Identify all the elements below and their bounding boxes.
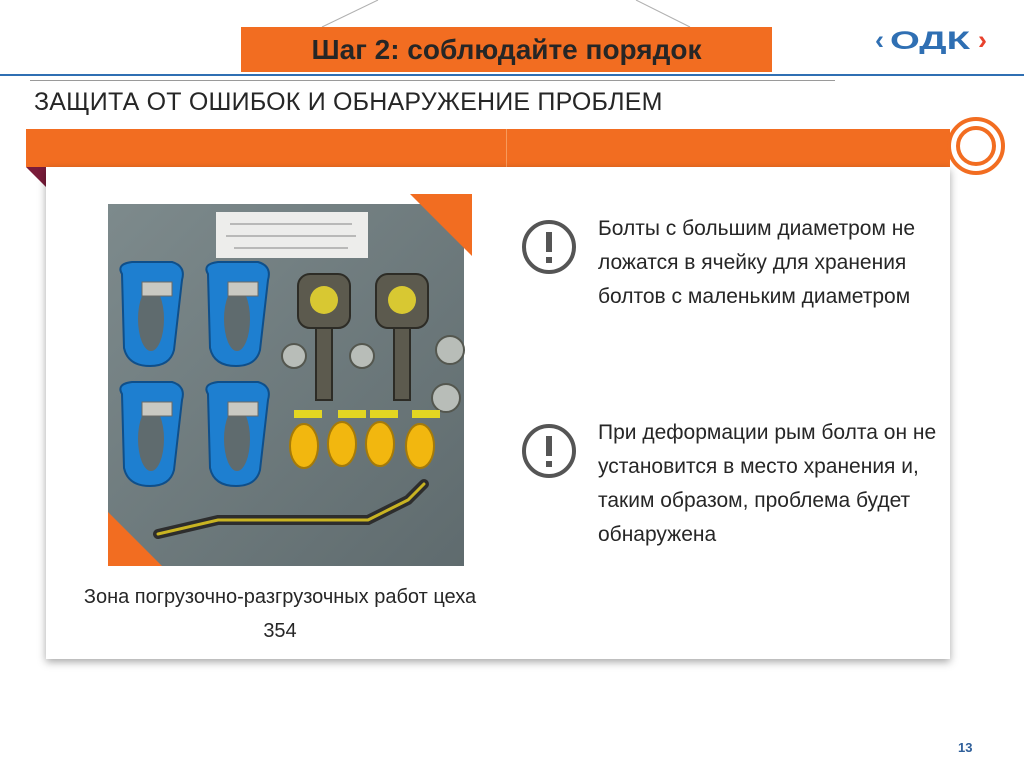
tool-board-photo — [108, 194, 472, 566]
header-rule — [0, 74, 1024, 76]
svg-text:ОДК: ОДК — [890, 27, 972, 55]
target-circle-icon — [946, 116, 1006, 176]
photo-caption: Зона погрузочно-разгрузочных работ цеха 354 — [83, 586, 477, 642]
exclamation-icon — [520, 422, 578, 480]
odk-logo — [875, 22, 1000, 56]
exclamation-icon — [520, 218, 578, 276]
svg-text:‹: ‹ — [875, 25, 884, 55]
svg-text:›: › — [978, 25, 987, 55]
heading-divider — [30, 80, 835, 81]
section-bar — [26, 129, 950, 167]
hanger-lines — [0, 0, 1024, 30]
step-title: Шаг 2: соблюдайте порядок — [311, 33, 702, 65]
ribbon-fold — [26, 167, 46, 187]
step-banner — [241, 27, 772, 72]
page-number: 13 — [958, 740, 973, 755]
section-heading: ЗАЩИТА ОТ ОШИБОК И ОБНАРУЖЕНИЕ ПРОБЛЕМ — [34, 88, 663, 116]
note-text-2: При деформации рым болта он не установится в место хранения и, таким образом, проблема будет обнаружена — [598, 421, 937, 546]
note-text-1: Болты с большим диаметром не ложатся в ячейку для хранения болтов с маленьким диаметром — [598, 217, 916, 308]
